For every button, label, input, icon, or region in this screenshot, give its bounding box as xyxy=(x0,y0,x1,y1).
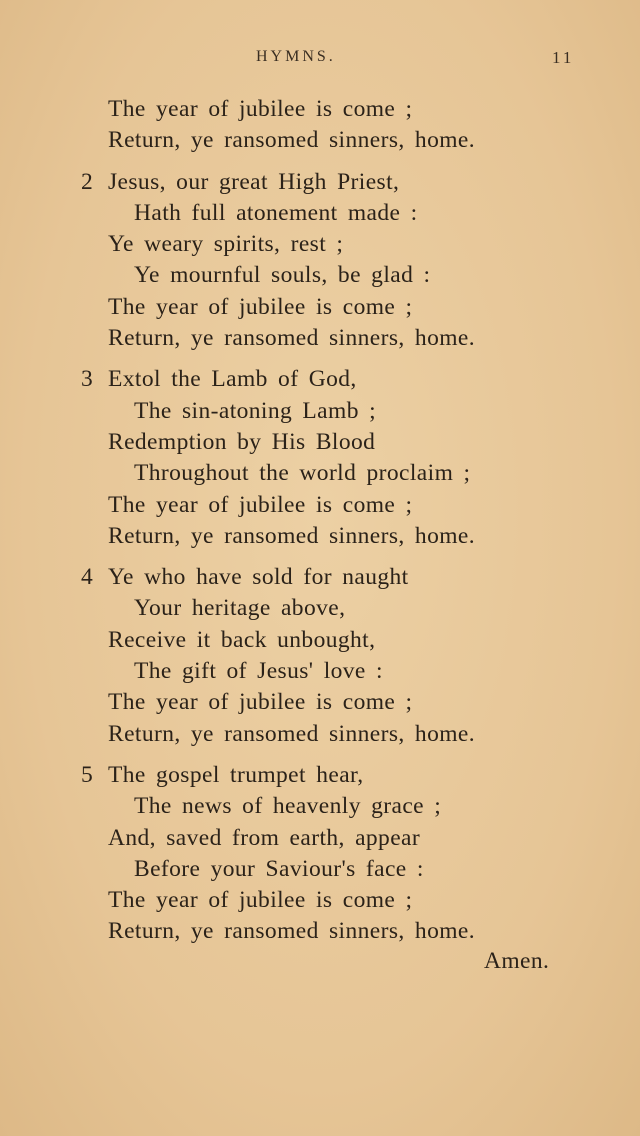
hymn-line: Return, ye ransomed sinners, home. xyxy=(108,522,476,549)
hymn-line: Hath full atonement made : xyxy=(134,199,418,226)
hymn-line: The year of jubilee is come ; xyxy=(108,689,413,716)
hymn-line: The gospel trumpet hear, xyxy=(108,761,364,788)
stanza-number: 5 xyxy=(81,761,93,788)
hymn-line: Ye weary spirits, rest ; xyxy=(108,231,344,258)
hymn-line: The year of jubilee is come ; xyxy=(108,293,413,320)
stanza-number: 4 xyxy=(81,564,93,591)
hymn-line: Extol the Lamb of God, xyxy=(108,366,357,393)
stanza-number: 2 xyxy=(81,168,93,195)
hymn-line: Your heritage above, xyxy=(134,595,346,622)
hymn-line: Throughout the world proclaim ; xyxy=(134,460,471,487)
hymn-line: Jesus, our great High Priest, xyxy=(108,168,400,195)
stanza-continuation xyxy=(0,94,640,157)
hymn-line: Ye mournful souls, be glad : xyxy=(134,262,431,289)
hymn-text xyxy=(0,94,640,958)
hymn-line: The sin-atoning Lamb ; xyxy=(134,397,377,424)
hymn-line: Before your Saviour's face : xyxy=(134,855,424,882)
hymn-line: The year of jubilee is come ; xyxy=(108,491,413,518)
stanza-number: 3 xyxy=(81,366,93,393)
hymn-line: The gift of Jesus' love : xyxy=(134,658,383,685)
hymn-line: Ye who have sold for naught xyxy=(108,564,409,591)
hymn-line: Return, ye ransomed sinners, home. xyxy=(108,918,476,945)
hymn-line: The year of jubilee is come ; xyxy=(108,887,413,914)
hymn-line: The year of jubilee is come ; xyxy=(108,96,413,122)
page-number: 11 xyxy=(552,48,575,67)
stanza-4 xyxy=(0,562,640,750)
hymn-line: The news of heavenly grace ; xyxy=(134,793,442,820)
hymn-line: Return, ye ransomed sinners, home. xyxy=(108,720,476,747)
stanza-2 xyxy=(0,167,640,355)
running-head-title: HYMNS. xyxy=(256,48,336,65)
running-head xyxy=(0,48,640,72)
hymn-line: Redemption by His Blood xyxy=(108,428,376,455)
amen-closing: Amen. xyxy=(484,948,550,974)
hymn-line: Return, ye ransomed sinners, home. xyxy=(108,325,476,352)
stanza-5 xyxy=(0,760,640,948)
hymn-line: Receive it back unbought, xyxy=(108,626,376,653)
hymn-line: Return, ye ransomed sinners, home. xyxy=(108,127,476,154)
stanza-3 xyxy=(0,364,640,552)
hymn-line: And, saved from earth, appear xyxy=(108,824,421,851)
